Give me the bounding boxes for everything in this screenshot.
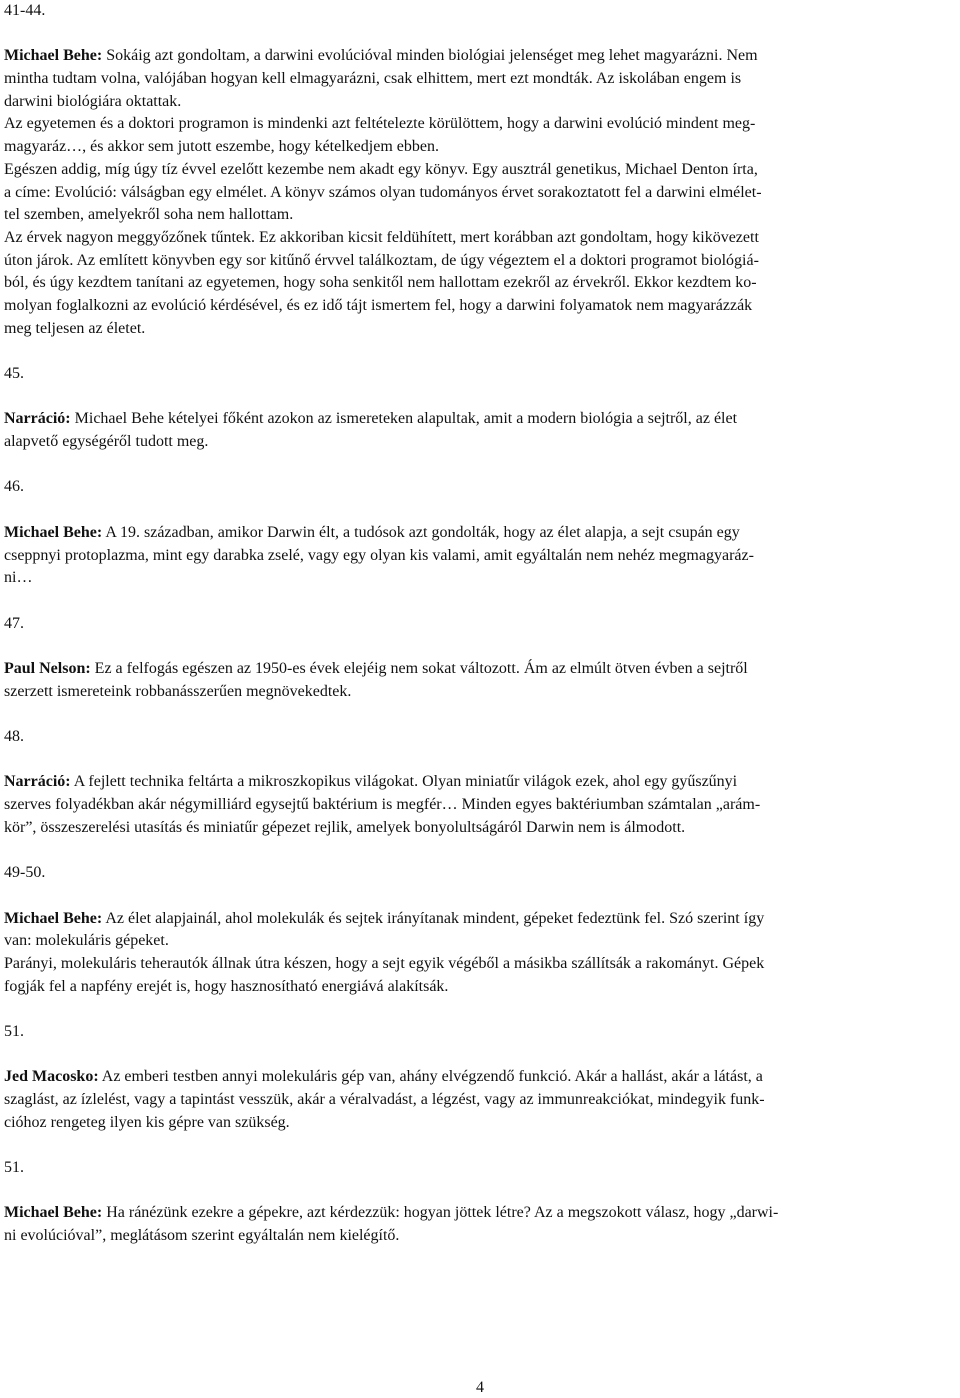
spacer [4,1134,956,1157]
document-page [4,0,956,1248]
transcript-paragraph [4,1202,956,1247]
text-line: tel szemben, amelyekről soha nem hallottam. [4,206,294,224]
text-line [4,522,956,545]
speaker-name: Michael Behe: [4,523,103,541]
transcript-paragraph [4,658,956,703]
speaker-name: Michael Behe: [4,47,103,65]
text-line: kör”, összeszerelési utasítás és miniatűr gépezet rejlik, amelyek bonyolultságáról Darwin nem is álmodott. [4,818,686,836]
document-section [4,363,956,476]
text-line [4,771,956,794]
text-line: szerves folyadékban akár négymilliárd egysejtű baktérium is megfér… Minden egyes baktériumban számtalan „arám- [4,796,761,814]
text-line [4,1066,956,1089]
text-line: magyaráz…, és akkor sem jutott eszembe, hogy kételkedjem ebben. [4,138,439,156]
page-number: 4 [476,1379,484,1396]
speech-text: Ha ránézünk ezekre a gépekre, azt kérdezzük: hogyan jöttek létre? Az a megszokott válasz, hogy „darwi- [102,1204,779,1222]
spacer [4,499,956,522]
spacer [4,386,956,409]
spacer [4,1044,956,1067]
text-line: ni… [4,569,33,587]
document-section [4,1157,956,1248]
section-number: 45. [4,365,24,382]
spacer [4,635,956,658]
text-line [4,908,956,931]
spacer [4,703,956,726]
spacer [4,839,956,862]
text-line: fogják fel a napfény erejét is, hogy hasznosítható energiává alakítsák. [4,977,449,995]
text-line: darwini biológiára oktattak. [4,92,182,110]
spacer [4,23,956,46]
speech-text: Az élet alapjainál, ahol molekulák és sejtek irányítanak mindent, gépeket fedeztünk fel. Szó szerint így [102,909,765,927]
text-line: Az egyetemen és a doktori programon is mindenki azt feltételezte körülöttem, hogy a darwini evolúció mindent meg- [4,115,756,133]
text-line: molyan foglalkozni az evolúció kérdésével, és ez idő tájt ismertem fel, hogy a darwini folyamatok nem magyarázzák [4,296,753,314]
spacer [4,454,956,477]
transcript-paragraph [4,908,956,999]
document-section [4,726,956,862]
section-number: 47. [4,614,24,632]
text-line: úton járok. Az említett könyvben egy sor kitűnő érvvel találkoztam, de úgy végeztem el a doktori programot biológiá- [4,251,759,269]
section-number: 51. [4,1022,24,1040]
transcript-paragraph [4,771,956,839]
speech-text: Az emberi testben annyi molekuláris gép van, ahány elvégzendő funkció. Akár a hallást, akár a látást, a [98,1068,763,1086]
speaker-name: Michael Behe: [4,909,103,927]
speech-text: A fejlett technika feltárta a mikroszkopikus világokat. Olyan miniatűr világok ezek, ahol egy gyűszűnyi [70,773,738,791]
spacer [4,590,956,613]
section-number: 49-50. [4,864,46,882]
text-line: szaglást, az ízlelést, vagy a tapintást vesszük, akár a véralvadást, a légzést, vagy az immunreakciókat, mindegyik funk- [4,1091,765,1108]
text-line: cióhoz rengeteg ilyen kis gépre van szükség. [4,1113,290,1131]
section-number: 51. [4,1159,24,1177]
text-line: szerzett ismereteink robbanásszerűen megnövekedtek. [4,682,352,700]
text-line: ni evolúcióval”, meglátásom szerint egyáltalán nem kielégítő. [4,1227,400,1245]
document-section [4,1021,956,1157]
spacer [4,885,956,908]
text-line: meg teljesen az életet. [4,319,146,337]
speech-text: Sokáig azt gondoltam, a darwini evolúcióval minden biológiai jelenséget meg lehet magyarázni. Nem [102,47,758,65]
section-number: 46. [4,478,24,496]
section-number: 41-44. [4,2,46,19]
document-section [4,613,956,726]
text-line: van: molekuláris gépeket. [4,932,169,950]
speaker-name: Jed Macosko: [4,1068,99,1086]
transcript-paragraph [4,522,956,590]
speech-text: Michael Behe kételyei főként azokon az ismereteken alapultak, amit a modern biológia a sejtről, az élet [70,410,738,428]
spacer [4,749,956,772]
text-line [4,408,956,431]
speaker-name: Narráció: [4,773,71,791]
speaker-name: Paul Nelson: [4,659,91,677]
text-line [4,45,956,68]
speech-text: Ez a felfogás egészen az 1950-es évek elejéig nem sokat változott. Ám az elmúlt ötven évben a sejtről [90,659,748,677]
text-line [4,658,956,681]
document-section [4,0,956,363]
spacer [4,340,956,363]
text-line: ból, és úgy kezdtem tanítani az egyetemen, hogy soha senkitől nem hallottam ezekről az érvekről. Ekkor kezdtem ko- [4,274,757,292]
transcript-paragraph [4,408,956,453]
speaker-name: Michael Behe: [4,1204,103,1222]
text-line [4,1202,956,1225]
spacer [4,998,956,1021]
speaker-name: Narráció: [4,410,71,428]
text-line: mintha tudtam volna, valójában hogyan kell elmagyarázni, csak elhittem, mert ezt mondták. Az iskolában engem is [4,70,742,88]
transcript-paragraph [4,45,956,340]
text-line: Egészen addig, míg úgy tíz évvel ezelőtt kezembe nem akadt egy könyv. Egy ausztrál genetikus, Michael Denton írta, [4,160,758,178]
document-section [4,862,956,1021]
text-line: alapvető egységéről tudott meg. [4,433,209,451]
speech-text: A 19. században, amikor Darwin élt, a tudósok azt gondolták, hogy az élet alapja, a sejt csupán egy [102,523,740,541]
document-section [4,476,956,612]
text-line: Az érvek nagyon meggyőzőnek tűntek. Ez akkoriban kicsit feldühített, mert korábban azt gondoltam, hogy kikövezett [4,228,759,246]
section-number: 48. [4,728,24,745]
text-line: Parányi, molekuláris teherautók állnak útra készen, hogy a sejt egyik végéből a másikba szállítsák a rakományt. Gépek [4,954,765,972]
spacer [4,1180,956,1203]
text-line: cseppnyi protoplazma, mint egy darabka zselé, vagy egy olyan kis valami, amit egyáltalán nem nehéz megmagyaráz- [4,546,754,564]
transcript-paragraph [4,1066,956,1134]
text-line: a címe: Evolúció: válságban egy elmélet. A könyv számos olyan tudományos érvet sorakoztatott fel a darwini elmélet- [4,183,762,201]
